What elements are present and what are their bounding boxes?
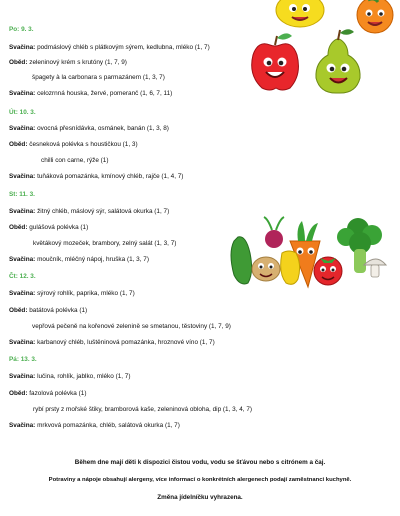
day-heading: Po: 9. 3. [9,26,34,33]
snack-row [9,125,169,132]
snack-text: ovocná přesnídávka, osmánek, banán (1, 3, 8) [37,125,169,132]
day-heading: Pá: 13. 3. [9,356,37,363]
main-dish-text: špagety à la carbonara s parmazánem (1, 3, 7) [32,74,165,81]
snack-label: Svačina: [9,90,36,97]
snack-row [9,339,215,346]
main-dish-text: vepřová pečeně na kořenové zelenině se smetanou, těstoviny (1, 7, 9) [32,323,231,330]
lunch-row [9,390,86,397]
snack-row [9,422,180,429]
lunch-row [9,307,87,314]
snack-text: celozrnná houska, žervé, pomeranč (1, 6, 7, 11) [37,90,173,97]
menu-change-note: Změna jídelníčku vyhrazena. [157,494,243,501]
snack-text: sýrový rohlík, paprika, mléko (1, 7) [37,290,135,297]
snack-label: Svačina: [9,290,36,297]
snack-row [9,44,210,51]
snack-row [9,90,172,97]
snack-text: tuňáková pomazánka, kmínový chléb, rajče (1, 4, 7) [37,173,184,180]
soup-text: zeleninový krém s krutóny (1, 7, 9) [29,59,127,66]
snack-text: lučina, rohlík, jablko, mléko (1, 7) [37,373,131,380]
day-heading: St: 11. 3. [9,191,35,198]
snack-row [9,208,169,215]
day-heading: Út: 10. 3. [9,109,36,116]
snack-label: Svačina: [9,256,36,263]
lunch-row [9,224,88,231]
snack-label: Svačina: [9,208,36,215]
snack-text: moučník, mléčný nápoj, hruška (1, 3, 7) [37,256,149,263]
lunch-row [9,141,138,148]
snack-row [9,173,183,180]
snack-label: Svačina: [9,373,36,380]
snack-row [9,290,135,297]
soup-text: batátová polévka (1) [29,307,88,314]
snack-label: Svačina: [9,339,36,346]
snack-text: žitný chléb, máslový sýr, salátová okurka (1, 7) [37,208,170,215]
water-note: Během dne mají děti k dispozici čistou vodu, vodu se šťávou nebo s citrónem a čaj. [74,459,326,466]
lunch-label: Oběd: [9,307,28,314]
soup-text: gulášová polévka (1) [29,224,89,231]
snack-row [9,373,131,380]
main-dish-text: rybí prsty z mořské štiky, bramborová kaše, zeleninová obloha, dip (1, 3, 4, 7) [33,406,253,413]
lunch-label: Oběd: [9,59,28,66]
snack-text: karbanový chléb, luštěninová pomazánka, hroznové víno (1, 7) [37,339,215,346]
lunch-label: Oběd: [9,390,28,397]
snack-label: Svačina: [9,422,36,429]
allergen-note: Potraviny a nápoje obsahují alergeny, více informací o konkrétních alergenech podají zaměstnanci kuchyně. [48,477,352,483]
soup-text: česneková polévka s houstičkou (1, 3) [29,141,138,148]
main-dish-text: květákový mozeček, brambory, zelný salát (1, 3, 7) [33,240,177,247]
soup-text: fazolová polévka (1) [29,390,87,397]
snack-label: Svačina: [9,125,36,132]
snack-label: Svačina: [9,44,36,51]
snack-text: mrkvová pomazánka, chléb, salátová okurka (1, 7) [37,422,180,429]
day-heading: Čt: 12. 3. [9,273,36,280]
main-dish-text: chilli con carne, rýže (1) [41,157,109,164]
snack-row [9,256,149,263]
lunch-label: Oběd: [9,141,28,148]
snack-label: Svačina: [9,173,36,180]
lunch-label: Oběd: [9,224,28,231]
weekly-menu [9,0,394,516]
snack-text: podmáslový chléb s plátkovým sýrem, kedlubna, mléko (1, 7) [37,44,210,51]
lunch-row [9,59,127,66]
